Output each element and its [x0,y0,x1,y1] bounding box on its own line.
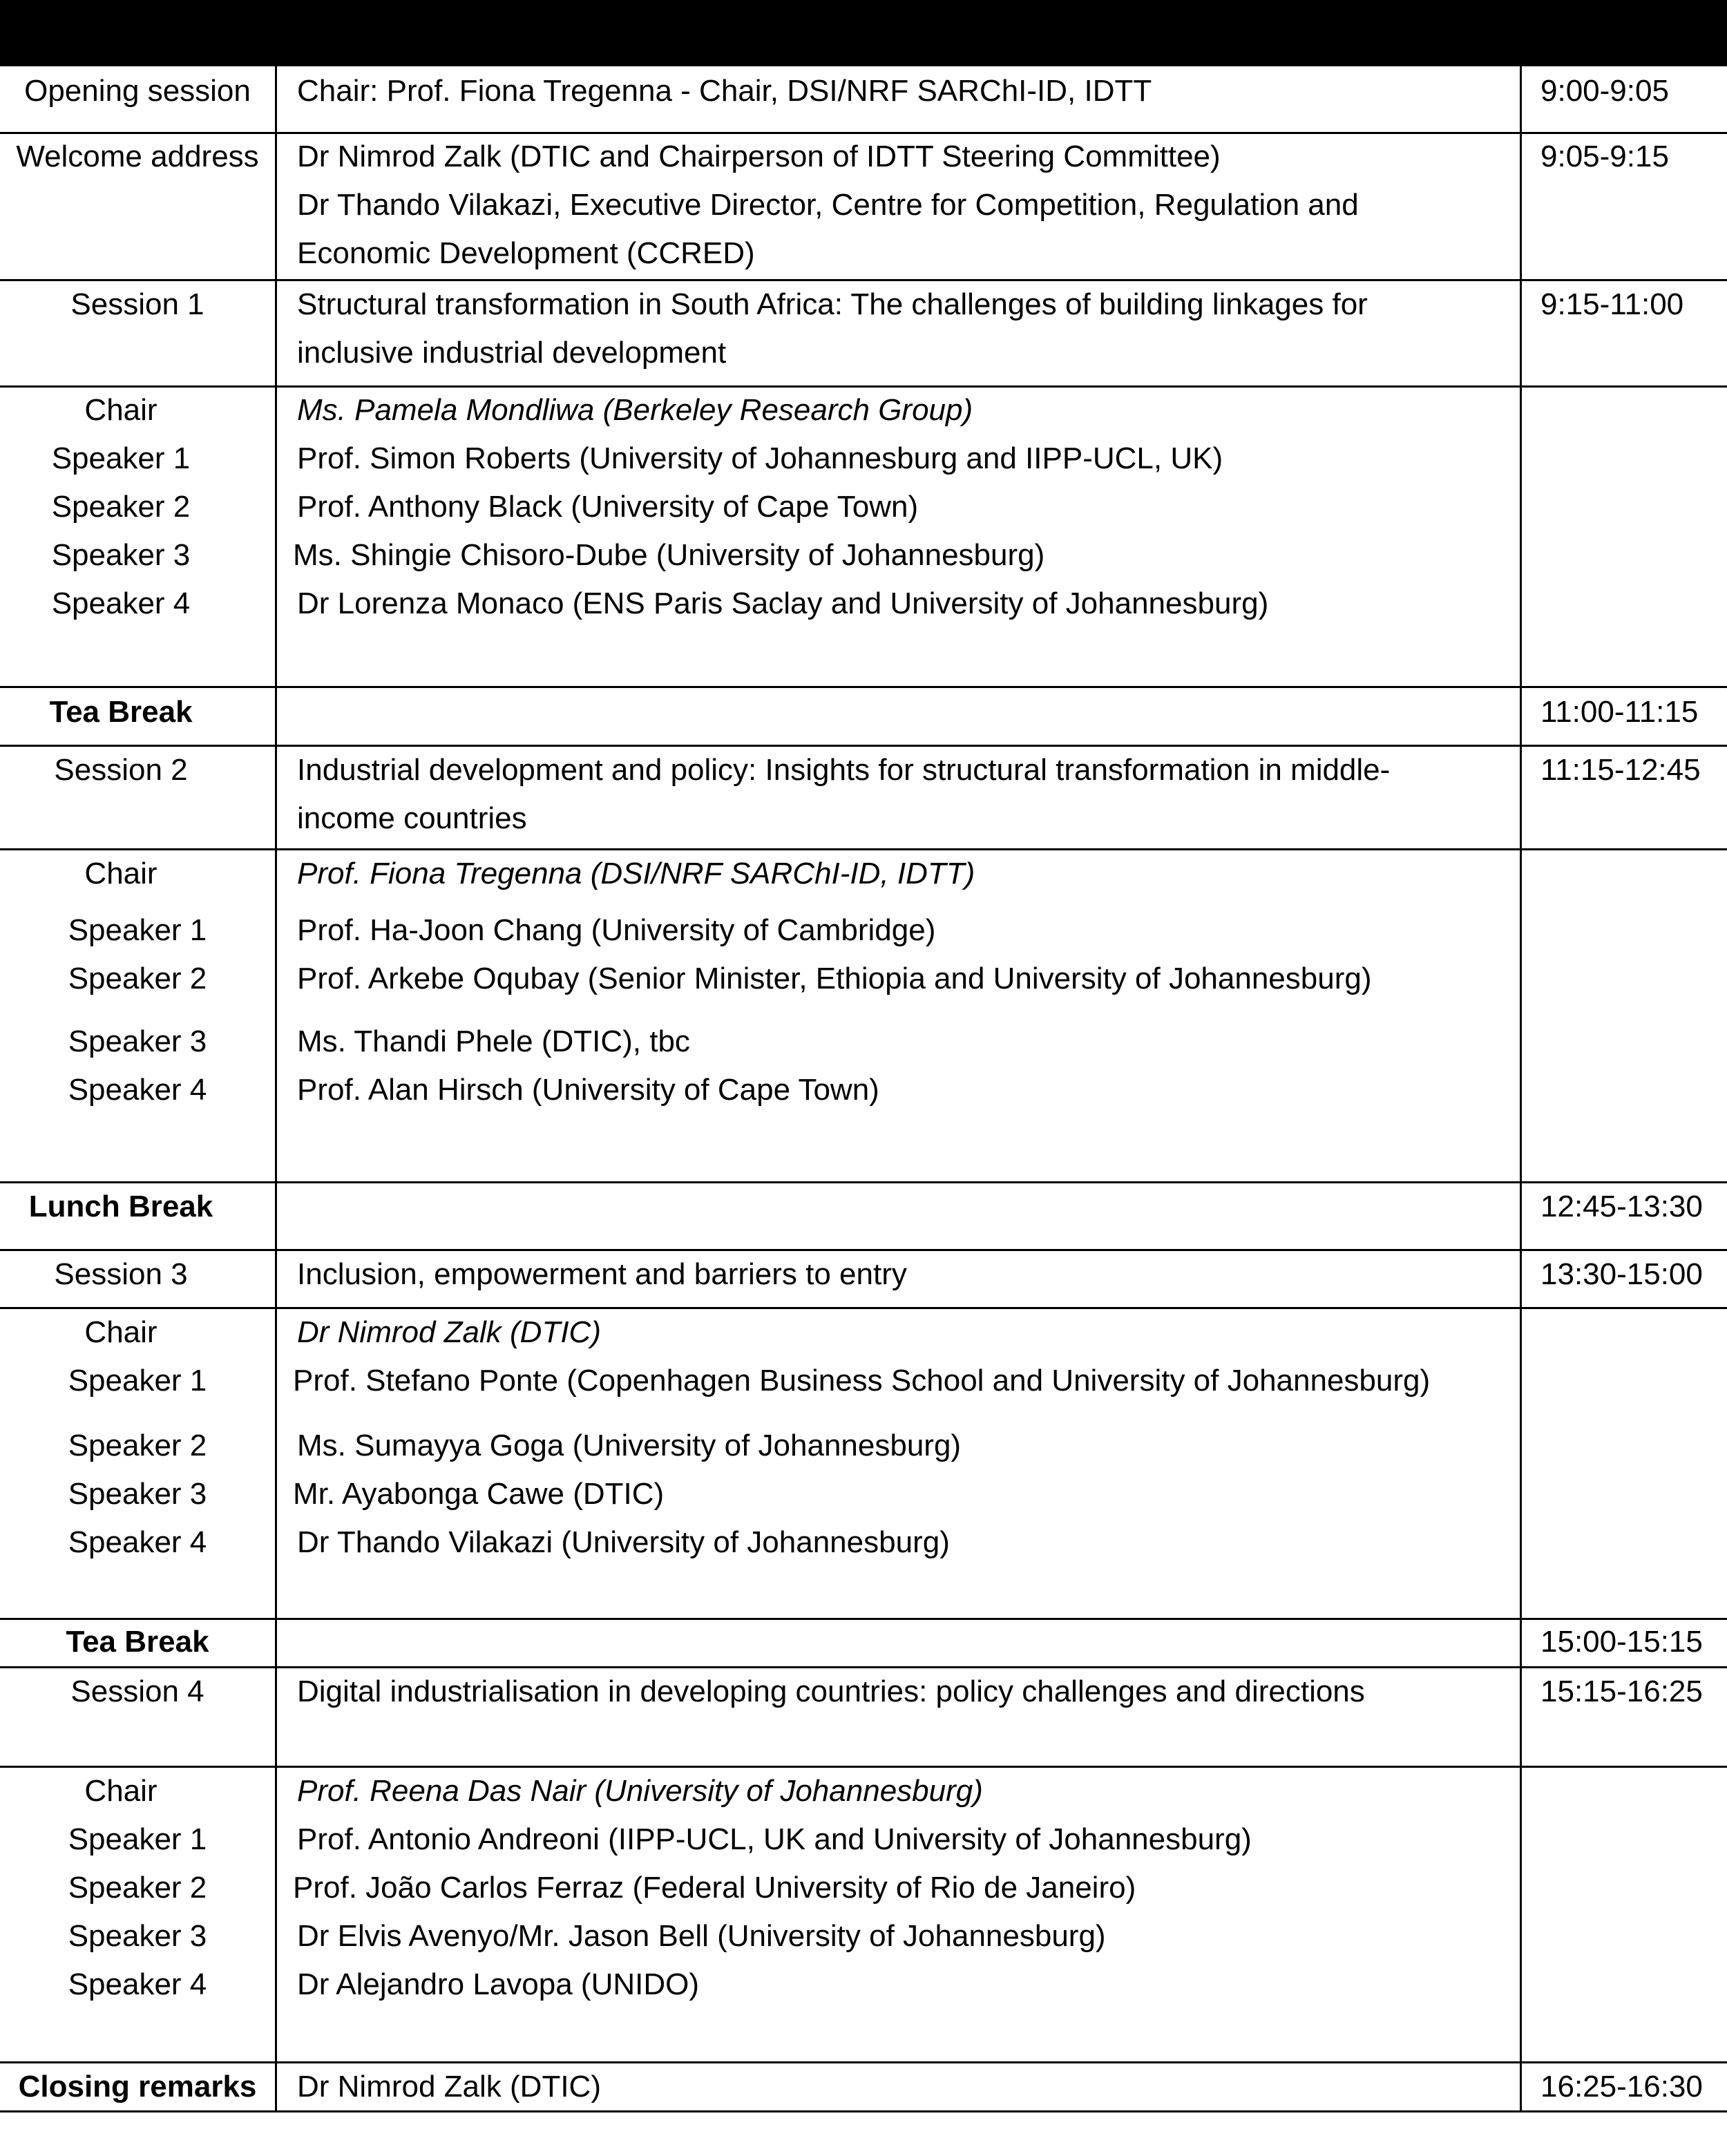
break-label: Tea Break [66,1625,209,1659]
column-divider-left [275,66,277,2112]
role-label: Speaker 2 [68,1429,207,1462]
speaker-name: Ms. Shingie Chisoro-Dube (University of Johannesburg) [293,538,1045,572]
row-time: 9:05-9:15 [1540,140,1669,173]
role-label: Chair [84,393,158,427]
role-label: Speaker 2 [51,490,191,524]
role-label: Speaker 2 [68,962,207,995]
speaker-name: Dr Alejandro Lavopa (UNIDO) [297,1967,700,2001]
row-divider [0,1181,1727,1183]
speaker-name: Prof. Ha-Joon Chang (University of Cambridge) [297,913,936,947]
row-divider [0,1307,1727,1309]
break-label: Lunch Break [28,1190,213,1223]
session-time: 11:15-12:45 [1540,753,1701,787]
session-label: Session 2 [54,753,188,787]
row-text-line: Dr Thando Vilakazi, Executive Director, Centre for Competition, Regulation and [297,188,1359,222]
row-text: Chair: Prof. Fiona Tregenna - Chair, DSI/NRF SARChI-ID, IDTT [297,74,1152,108]
chair-name: Dr Nimrod Zalk (DTIC) [297,1315,601,1349]
row-label: Closing remarks [18,2070,257,2103]
session-title-line: inclusive industrial development [297,336,727,370]
role-label: Speaker 3 [68,1919,207,1953]
role-label: Speaker 3 [51,538,191,572]
speaker-name: Dr Thando Vilakazi (University of Johannesburg) [297,1525,950,1559]
row-divider [0,686,1727,688]
role-label: Chair [84,857,158,890]
header-bar [0,0,1727,66]
session-label: Session 3 [54,1257,188,1291]
break-time: 15:00-15:15 [1540,1625,1703,1659]
role-label: Speaker 4 [68,1073,207,1107]
speaker-name: Mr. Ayabonga Cawe (DTIC) [293,1477,665,1511]
role-label: Speaker 1 [68,913,207,947]
session-time: 15:15-16:25 [1540,1675,1703,1708]
session-time: 13:30-15:00 [1540,1257,1703,1291]
speaker-name: Prof. Anthony Black (University of Cape Town) [297,490,919,524]
role-label: Chair [84,1315,158,1349]
role-label: Speaker 4 [68,1525,207,1559]
speaker-name: Dr Lorenza Monaco (ENS Paris Saclay and University of Johannesburg) [297,586,1269,620]
row-label: Welcome address [16,140,259,173]
role-label: Speaker 3 [68,1024,207,1058]
row-text-line: Dr Nimrod Zalk (DTIC and Chairperson of IDTT Steering Committee) [297,140,1221,173]
session-label: Session 4 [70,1675,204,1708]
role-label: Speaker 4 [68,1967,207,2001]
speaker-name: Prof. Alan Hirsch (University of Cape Town) [297,1073,879,1107]
session-time: 9:15-11:00 [1540,287,1684,321]
chair-name: Prof. Fiona Tregenna (DSI/NRF SARChI-ID, IDTT) [297,857,975,890]
role-label: Speaker 1 [51,441,191,475]
role-label: Chair [84,1774,158,1808]
break-time: 11:00-11:15 [1540,695,1699,729]
row-text-line: Economic Development (CCRED) [297,236,755,270]
speaker-name: Prof. Stefano Ponte (Copenhagen Business School and University of Johannesburg) [293,1364,1431,1397]
break-label: Tea Break [49,695,193,729]
row-time: 9:00-9:05 [1540,74,1669,108]
chair-name: Ms. Pamela Mondliwa (Berkeley Research Group) [297,393,973,427]
speaker-name: Ms. Thandi Phele (DTIC), tbc [297,1024,690,1058]
speaker-name: Dr Elvis Avenyo/Mr. Jason Bell (University of Johannesburg) [297,1919,1106,1953]
session-title-line: income countries [297,801,527,835]
column-divider-right [1520,66,1522,2112]
role-label: Speaker 1 [68,1364,207,1397]
break-time: 12:45-13:30 [1540,1190,1703,1223]
speaker-name: Ms. Sumayya Goga (University of Johannesburg) [297,1429,962,1462]
row-text: Dr Nimrod Zalk (DTIC) [297,2070,601,2103]
speaker-name: Prof. Antonio Andreoni (IIPP-UCL, UK and University of Johannesburg) [297,1822,1252,1856]
session-title: Digital industrialisation in developing countries: policy challenges and directions [297,1675,1365,1708]
row-time: 16:25-16:30 [1540,2070,1703,2103]
role-label: Speaker 3 [68,1477,207,1511]
role-label: Speaker 4 [51,586,191,620]
role-label: Speaker 1 [68,1822,207,1856]
row-label: Opening session [24,74,251,108]
speaker-name: Prof. João Carlos Ferraz (Federal University of Rio de Janeiro) [293,1871,1136,1905]
session-title-line: Industrial development and policy: Insights for structural transformation in middle- [297,753,1391,787]
session-title-line: Structural transformation in South Africa: The challenges of building linkages for [297,287,1368,321]
speaker-name: Prof. Arkebe Oqubay (Senior Minister, Ethiopia and University of Johannesburg) [297,962,1372,995]
speaker-name: Prof. Simon Roberts (University of Johannesburg and IIPP-UCL, UK) [297,441,1223,475]
session-title: Inclusion, empowerment and barriers to entry [297,1257,907,1291]
chair-name: Prof. Reena Das Nair (University of Johannesburg) [297,1774,983,1808]
role-label: Speaker 2 [68,1871,207,1905]
session-label: Session 1 [70,287,204,321]
